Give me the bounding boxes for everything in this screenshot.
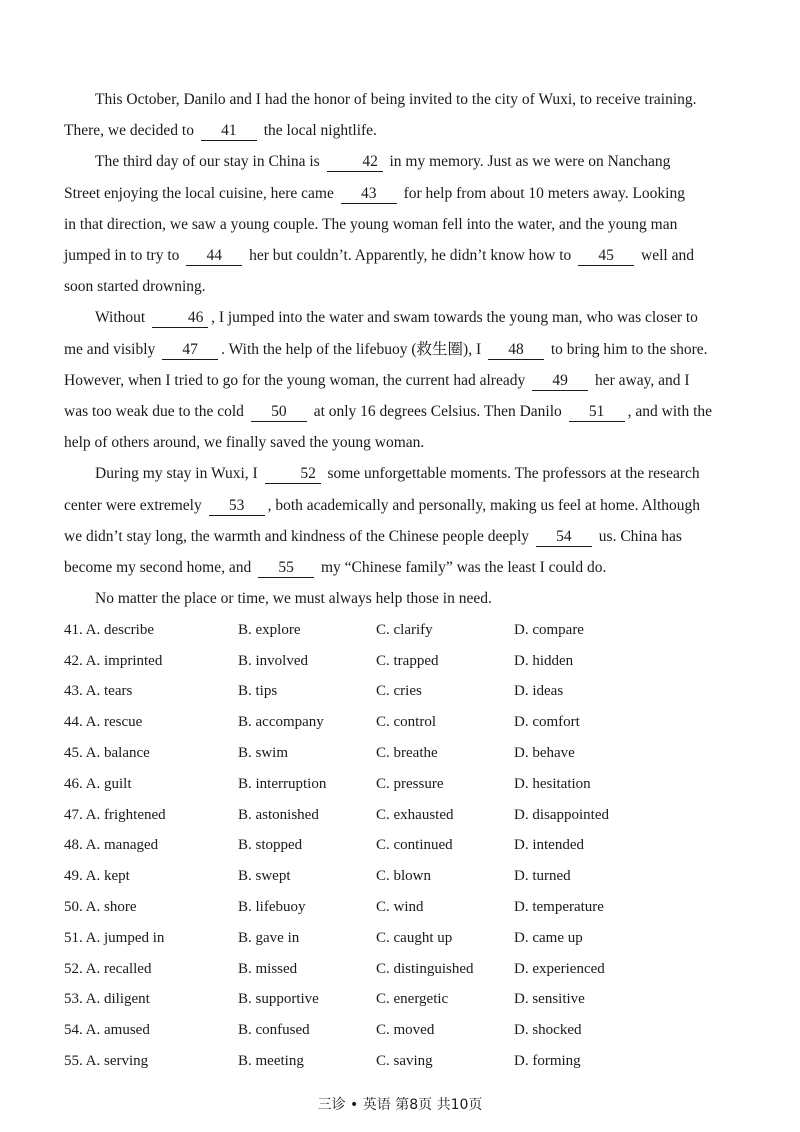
blank-54[interactable]: 54	[536, 528, 592, 547]
option-d[interactable]: D. shocked	[514, 1022, 582, 1039]
text: her but couldn’t. Apparently, he didn’t know how to	[249, 247, 572, 265]
option-b[interactable]: B. lifebuoy	[238, 899, 306, 916]
option-c[interactable]: C. distinguished	[376, 960, 474, 977]
option-c[interactable]: C. cries	[376, 683, 422, 700]
paragraph-4	[64, 458, 704, 489]
text: Street enjoying the local cuisine, here came	[64, 184, 334, 202]
option-c[interactable]: C. wind	[376, 899, 424, 916]
option-d[interactable]: D. forming	[514, 1053, 581, 1070]
option-b[interactable]: B. interruption	[238, 775, 327, 792]
paragraph-3-line-2	[64, 334, 708, 365]
option-b[interactable]: B. involved	[238, 652, 308, 669]
option-b[interactable]: B. gave in	[238, 929, 300, 946]
option-row-45	[64, 738, 724, 769]
text: . With the help of the lifebuoy (救生圈), I	[221, 340, 482, 358]
option-a[interactable]: 46. A. guilt	[64, 775, 132, 792]
option-a[interactable]: 41. A. describe	[64, 621, 154, 638]
option-b[interactable]: B. supportive	[238, 991, 319, 1008]
option-a[interactable]: 55. A. serving	[64, 1053, 149, 1070]
text: at only 16 degrees Celsius. Then Danilo	[313, 403, 562, 421]
blank-47[interactable]: 47	[162, 341, 218, 360]
option-row-50	[64, 892, 724, 923]
option-c[interactable]: C. pressure	[376, 775, 444, 792]
option-d[interactable]: D. ideas	[514, 683, 564, 700]
text: well and	[641, 247, 694, 265]
text: for help from about 10 meters away. Looking	[403, 184, 685, 202]
option-d[interactable]: D. disappointed	[514, 806, 609, 823]
text: During my stay in Wuxi, I	[95, 465, 258, 483]
option-c[interactable]: C. breathe	[376, 745, 438, 762]
blank-50[interactable]: 50	[251, 403, 307, 422]
option-a[interactable]: 47. A. frightened	[64, 806, 166, 823]
option-a[interactable]: 44. A. rescue	[64, 714, 143, 731]
paragraph-3-line-5	[64, 427, 704, 458]
option-b[interactable]: B. swept	[238, 868, 291, 885]
option-b[interactable]: B. accompany	[238, 714, 324, 731]
text: , and with the	[627, 403, 713, 421]
text: her away, and I	[594, 371, 690, 389]
paragraph-5	[64, 583, 704, 614]
blank-51[interactable]: 51	[569, 403, 625, 422]
option-a[interactable]: 45. A. balance	[64, 745, 150, 762]
paragraph-2-line-4	[64, 240, 704, 271]
option-d[interactable]: D. hidden	[514, 652, 574, 669]
text: jumped in to try to	[64, 247, 180, 265]
blank-53[interactable]: 53	[209, 497, 265, 516]
option-row-54	[64, 1015, 724, 1046]
option-c[interactable]: C. clarify	[376, 621, 433, 638]
text: me and visibly	[64, 340, 156, 358]
text: was too weak due to the cold	[64, 403, 244, 421]
paragraph-2-line-3	[64, 209, 704, 240]
text: , I jumped into the water and swam towards the young man, who was closer to	[211, 309, 698, 327]
text: center were extremely	[64, 496, 202, 514]
option-d[interactable]: D. hesitation	[514, 775, 591, 792]
text: we didn’t stay long, the warmth and kindness of the Chinese people deeply	[64, 527, 530, 545]
text: to bring him to the shore.	[550, 340, 708, 358]
option-row-43	[64, 677, 724, 708]
option-b[interactable]: B. confused	[238, 1022, 310, 1039]
option-row-52	[64, 954, 724, 985]
text: in that direction, we saw a young couple. The young woman fell into the water, and the young man	[64, 215, 678, 233]
text: No matter the place or time, we must always help those in need.	[95, 590, 492, 608]
option-row-49	[64, 861, 724, 892]
option-a[interactable]: 53. A. diligent	[64, 991, 150, 1008]
text: us. China has	[598, 527, 682, 545]
option-d[interactable]: D. comfort	[514, 714, 580, 731]
text: soon started drowning.	[64, 278, 206, 296]
text: some unforgettable moments. The professors at the research	[327, 465, 700, 483]
option-c[interactable]: C. saving	[376, 1053, 433, 1070]
blank-52[interactable]: 52	[265, 465, 321, 484]
text: There, we decided to	[64, 122, 194, 140]
answer-options	[64, 615, 724, 1077]
option-d[interactable]: D. compare	[514, 621, 584, 638]
option-row-53	[64, 985, 724, 1016]
option-b[interactable]: B. stopped	[238, 837, 303, 854]
option-a[interactable]: 48. A. managed	[64, 837, 159, 854]
option-a[interactable]: 42. A. imprinted	[64, 652, 163, 669]
option-b[interactable]: B. missed	[238, 960, 298, 977]
paragraph-4-line-3	[64, 521, 704, 552]
text: Without	[95, 309, 146, 327]
option-c[interactable]: C. blown	[376, 868, 432, 885]
paragraph-1-cont	[64, 115, 704, 146]
option-a[interactable]: 52. A. recalled	[64, 960, 152, 977]
paragraph-2	[64, 146, 704, 177]
option-row-42	[64, 646, 724, 677]
paragraph-2-line-2	[64, 178, 704, 209]
option-a[interactable]: 50. A. shore	[64, 899, 137, 916]
option-d[interactable]: D. experienced	[514, 960, 605, 977]
blank-55[interactable]: 55	[258, 559, 314, 578]
blank-42[interactable]: 42	[327, 153, 383, 172]
page-footer: 三诊 • 英语 第8页 共10页	[317, 1097, 483, 1113]
option-d[interactable]: D. came up	[514, 929, 583, 946]
option-row-47	[64, 800, 724, 831]
option-row-46	[64, 769, 724, 800]
option-b[interactable]: B. meeting	[238, 1053, 304, 1070]
option-a[interactable]: 54. A. amused	[64, 1022, 150, 1039]
blank-41[interactable]: 41	[201, 122, 257, 141]
option-row-44	[64, 707, 724, 738]
option-a[interactable]: 49. A. kept	[64, 868, 130, 885]
text: my “Chinese family” was the least I could do.	[320, 559, 607, 577]
option-c[interactable]: C. control	[376, 714, 436, 731]
blank-49[interactable]: 49	[532, 372, 588, 391]
paragraph-2-line-5	[64, 271, 704, 302]
option-b[interactable]: B. explore	[238, 621, 301, 638]
text: This October, Danilo and I had the honor of being invited to the city of Wuxi, to receive training.	[95, 91, 697, 108]
blank-44[interactable]: 44	[186, 247, 242, 266]
text: become my second home, and	[64, 559, 252, 577]
option-d[interactable]: D. temperature	[514, 899, 604, 916]
option-d[interactable]: D. intended	[514, 837, 584, 854]
paragraph-4-line-4	[64, 552, 704, 583]
paragraph-1	[64, 84, 704, 115]
paragraph-4-line-2	[64, 490, 704, 521]
option-d[interactable]: D. behave	[514, 745, 575, 762]
option-c[interactable]: C. caught up	[376, 929, 453, 946]
option-b[interactable]: B. swim	[238, 745, 289, 762]
option-row-51	[64, 923, 724, 954]
option-c[interactable]: C. energetic	[376, 991, 449, 1008]
cloze-passage	[64, 84, 713, 614]
option-row-41	[64, 615, 724, 646]
option-d[interactable]: D. sensitive	[514, 991, 585, 1008]
paragraph-3	[64, 302, 704, 333]
text: in my memory. Just as we were on Nanchang	[389, 153, 671, 171]
option-b[interactable]: B. tips	[238, 683, 278, 700]
blank-45[interactable]: 45	[578, 247, 634, 266]
option-c[interactable]: C. trapped	[376, 652, 439, 669]
option-b[interactable]: B. astonished	[238, 806, 319, 823]
option-c[interactable]: C. continued	[376, 837, 453, 854]
text: However, when I tried to go for the young woman, the current had already	[64, 371, 526, 389]
text: the local nightlife.	[263, 122, 377, 140]
text: help of others around, we finally saved the young woman.	[64, 434, 425, 452]
option-c[interactable]: C. moved	[376, 1022, 435, 1039]
paragraph-3-line-3	[64, 365, 704, 396]
option-a[interactable]: 43. A. tears	[64, 683, 133, 700]
option-d[interactable]: D. turned	[514, 868, 571, 885]
option-row-55	[64, 1046, 724, 1077]
option-a[interactable]: 51. A. jumped in	[64, 929, 165, 946]
option-c[interactable]: C. exhausted	[376, 806, 454, 823]
paragraph-3-line-4	[64, 396, 713, 427]
text: The third day of our stay in China is	[95, 153, 320, 171]
blank-46[interactable]: 46	[152, 309, 208, 328]
option-row-48	[64, 831, 724, 862]
blank-43[interactable]: 43	[341, 185, 397, 204]
text: , both academically and personally, making us feel at home. Although	[267, 496, 701, 514]
blank-48[interactable]: 48	[488, 341, 544, 360]
